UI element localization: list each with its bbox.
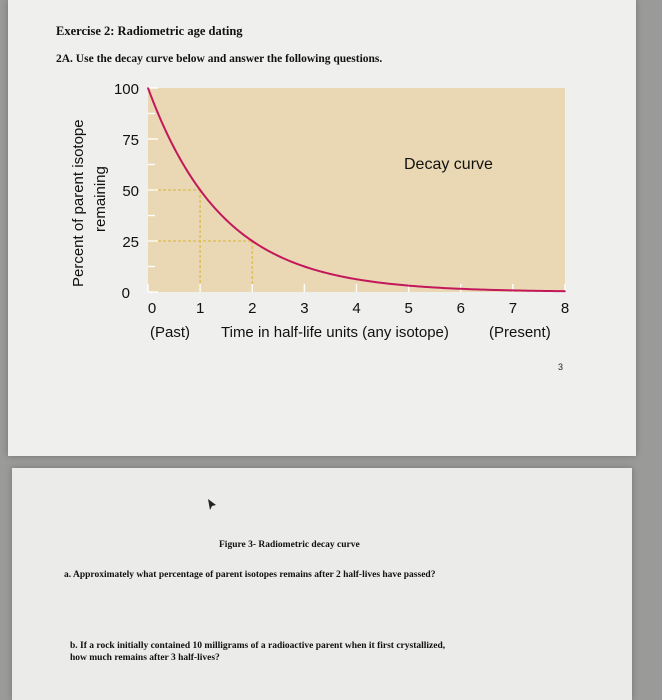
- y-tick-label-50: 50: [122, 183, 139, 200]
- figure-caption: Figure 3- Radiometric decay curve: [219, 540, 360, 550]
- x-tick-label-2: 2: [248, 300, 257, 317]
- question-a: a. Approximately what percentage of parent isotopes remains after 2 half-lives have passed?: [64, 570, 436, 580]
- mouse-cursor-icon: [206, 498, 218, 512]
- x-tick-label-8: 8: [560, 300, 570, 317]
- y-tick-label-25: 25: [122, 234, 139, 251]
- x-tick-label-3: 3: [300, 300, 309, 317]
- question-b: [70, 640, 550, 664]
- x-axis-label: Time in half-life units (any isotope): [221, 324, 449, 341]
- y-tick-label-100: 100: [113, 81, 139, 98]
- y-tick-label-75: 75: [122, 132, 139, 149]
- worksheet-page: [8, 0, 636, 456]
- exercise-title: Exercise 2: Radiometric age dating: [56, 24, 243, 38]
- y-tick-label-0: 0: [121, 285, 130, 302]
- x-tick-label-6: 6: [456, 300, 465, 317]
- y-axis-label-line2: remaining: [92, 166, 109, 232]
- decay-curve-chart: [8, 0, 636, 350]
- x-tick-label-0: 0: [147, 300, 157, 317]
- x-tick-label-4: 4: [352, 300, 361, 317]
- question-b-line2: how much remains after 3 half-lives?: [70, 653, 220, 663]
- y-axis-label: Percent of parent isotope: [70, 119, 87, 287]
- x-axis-past-label: (Past): [150, 324, 191, 341]
- page-number: 3: [558, 362, 564, 372]
- plot-area: [148, 88, 565, 292]
- worksheet-page-2: [12, 468, 632, 700]
- x-axis-present-label: (Present): [489, 324, 551, 341]
- question-b-line1: b. If a rock initially contained 10 milligrams of a radioactive parent when it first crystallized,: [70, 641, 446, 651]
- x-tick-label-7: 7: [508, 300, 518, 317]
- exercise-instructions: 2A. Use the decay curve below and answer the following questions.: [56, 53, 383, 65]
- x-tick-label-1: 1: [195, 300, 205, 317]
- x-tick-label-5: 5: [404, 300, 413, 317]
- chart-title: Decay curve: [404, 156, 493, 173]
